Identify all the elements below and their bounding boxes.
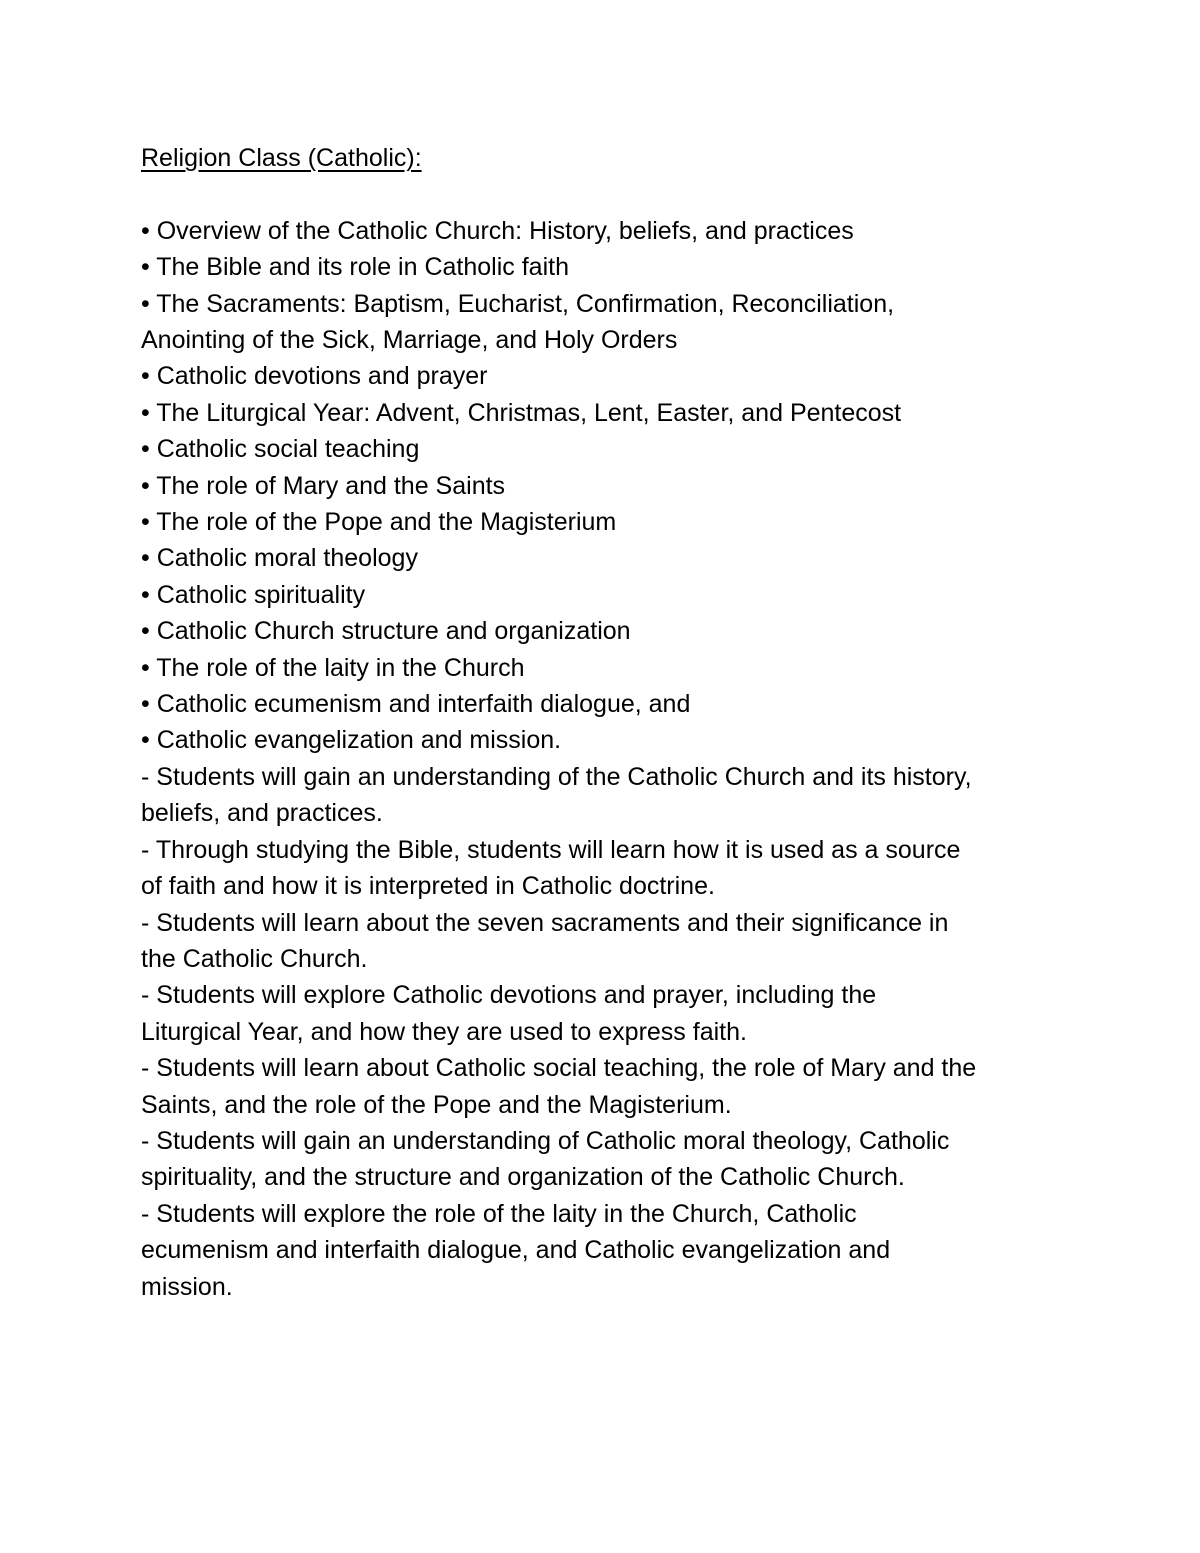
- text-line: Liturgical Year, and how they are used to express faith.: [141, 1017, 747, 1046]
- text-line: beliefs, and practices.: [141, 799, 383, 828]
- text-line: • The Liturgical Year: Advent, Christmas, Lent, Easter, and Pentecost: [141, 398, 902, 427]
- text-line: - Students will explore the role of the laity in the Church, Catholic: [141, 1199, 857, 1228]
- text-line: • Catholic Church structure and organization: [141, 617, 631, 646]
- text-line: • Catholic devotions and prayer: [141, 362, 488, 391]
- text-line: - Students will learn about the seven sacraments and their significance in: [141, 908, 949, 937]
- text-line: mission.: [141, 1272, 233, 1301]
- text-line: • Catholic spirituality: [141, 580, 366, 609]
- text-line: • The Sacraments: Baptism, Eucharist, Confirmation, Reconciliation,: [141, 289, 895, 318]
- text-line: • Catholic moral theology: [141, 544, 418, 573]
- title-line: [141, 140, 1081, 176]
- text-line: Anointing of the Sick, Marriage, and Holy Orders: [141, 326, 678, 355]
- text-line: • The role of the Pope and the Magisterium: [141, 508, 617, 537]
- text-line: - Through studying the Bible, students will learn how it is used as a source: [141, 835, 961, 864]
- text-line: ecumenism and interfaith dialogue, and Catholic evangelization and: [141, 1236, 891, 1265]
- text-line: spirituality, and the structure and organization of the Catholic Church.: [141, 1163, 905, 1192]
- document-body: [141, 140, 1081, 1305]
- text-lines: [141, 213, 1081, 1305]
- text-line: • Catholic ecumenism and interfaith dialogue, and: [141, 690, 691, 719]
- text-line: • The role of the laity in the Church: [141, 653, 525, 682]
- text-line: the Catholic Church.: [141, 944, 368, 973]
- text-line: of faith and how it is interpreted in Catholic doctrine.: [141, 872, 715, 901]
- text-line: - Students will gain an understanding of the Catholic Church and its history,: [141, 762, 972, 791]
- text-line: Saints, and the role of the Pope and the Magisterium.: [141, 1090, 732, 1119]
- text-line: • Overview of the Catholic Church: History, beliefs, and practices: [141, 216, 854, 245]
- text-line: • Catholic social teaching: [141, 435, 420, 464]
- text-line: • The role of Mary and the Saints: [141, 471, 506, 500]
- document-title: Religion Class (Catholic):: [141, 144, 422, 172]
- text-line: • The Bible and its role in Catholic faith: [141, 253, 569, 282]
- text-line: - Students will learn about Catholic social teaching, the role of Mary and the: [141, 1054, 977, 1083]
- text-line: - Students will gain an understanding of Catholic moral theology, Catholic: [141, 1126, 950, 1155]
- text-line: • Catholic evangelization and mission.: [141, 726, 562, 755]
- text-line: - Students will explore Catholic devotions and prayer, including the: [141, 981, 877, 1010]
